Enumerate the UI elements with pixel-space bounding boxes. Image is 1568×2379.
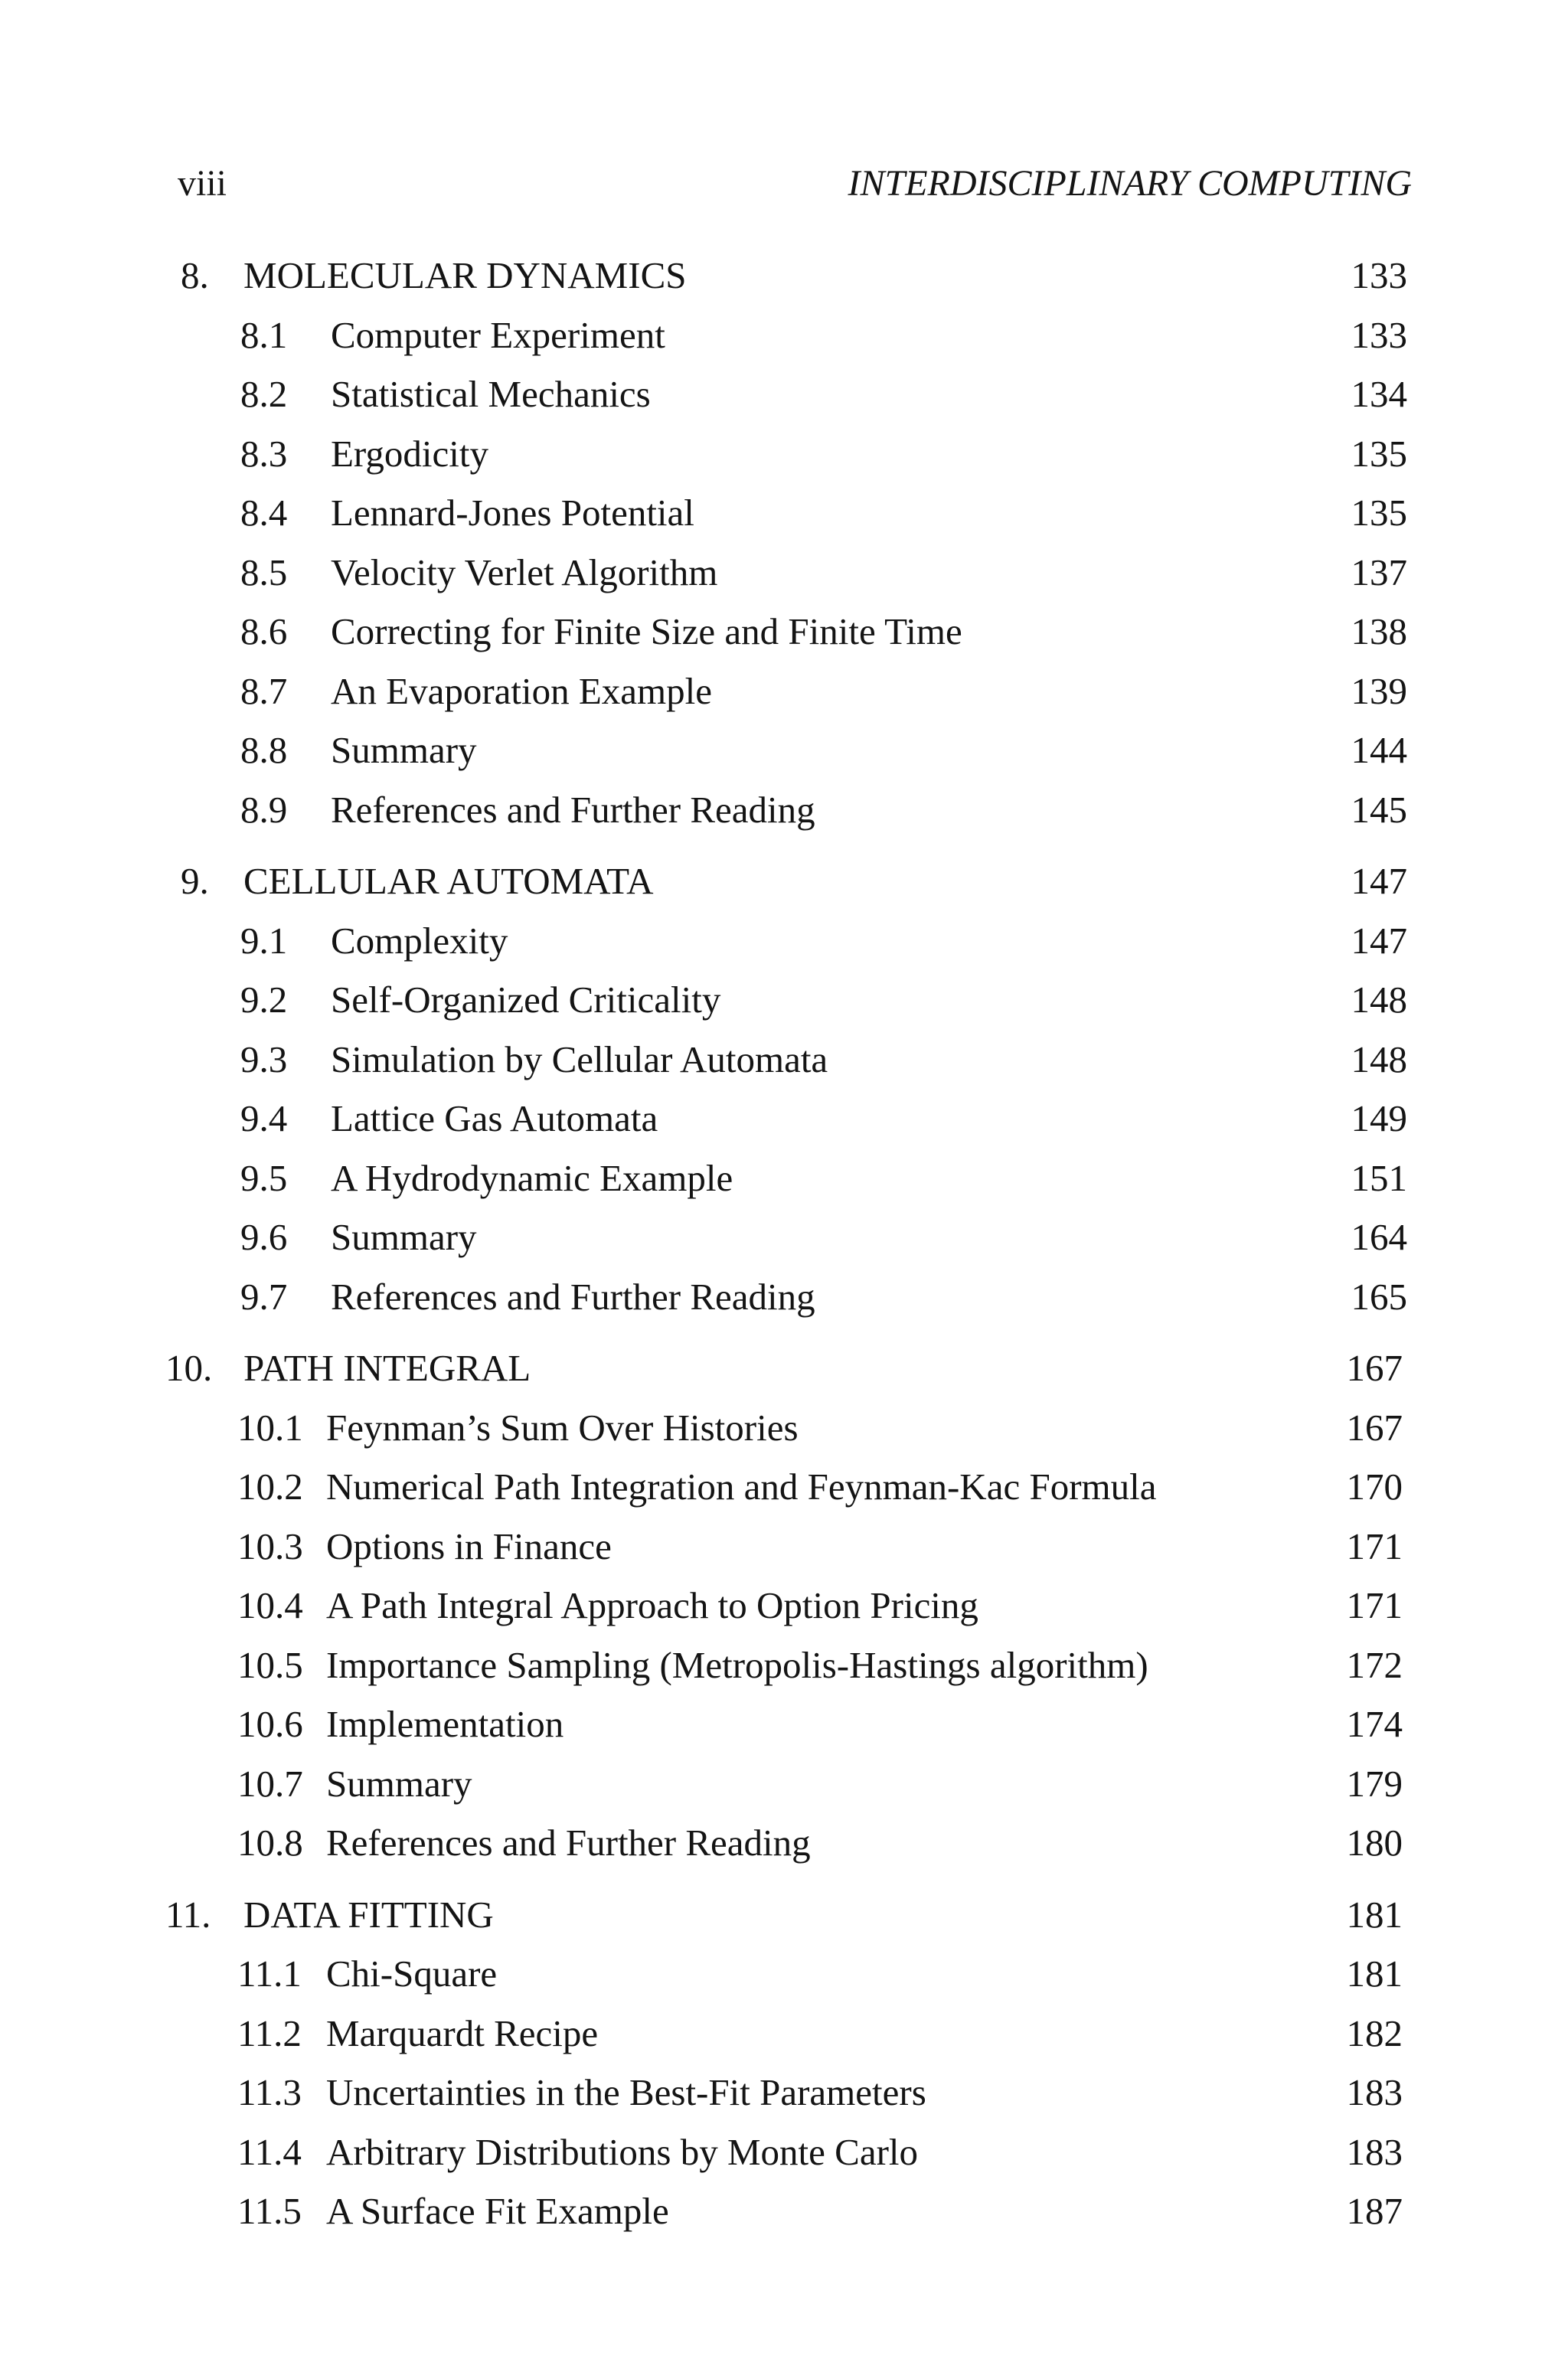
page-number: 138	[1351, 610, 1407, 652]
section-number: 9.2	[240, 979, 288, 1021]
page-number: 181	[1346, 1893, 1403, 1936]
chapter-number: 8.	[181, 254, 209, 296]
page-number: 151	[1351, 1156, 1407, 1199]
section-title: Summary	[326, 1762, 472, 1805]
chapter-10	[0, 1338, 1568, 1873]
page-number: 182	[1346, 2011, 1403, 2054]
section-title: Importance Sampling (Metropolis-Hastings algorithm)	[326, 1643, 1148, 1686]
page-number: 144	[1351, 729, 1407, 771]
chapter-title: MOLECULAR DYNAMICS	[243, 254, 687, 296]
section-title: Summary	[331, 1216, 477, 1258]
page-number: 148	[1351, 979, 1407, 1021]
section-title: Simulation by Cellular Automata	[331, 1038, 828, 1080]
section-title: Options in Finance	[326, 1524, 612, 1567]
page-number: 187	[1346, 2190, 1403, 2232]
section-entry	[0, 424, 1568, 484]
page-number: 147	[1351, 919, 1407, 962]
section-entry	[0, 1944, 1568, 2004]
section-number: 8.3	[240, 432, 288, 475]
section-number: 8.8	[240, 729, 288, 771]
page-header	[178, 162, 1412, 205]
section-title: Marquardt Recipe	[326, 2011, 599, 2054]
section-title: Feynman’s Sum Over Histories	[326, 1406, 799, 1449]
section-number: 10.1	[237, 1406, 303, 1449]
section-title: Uncertainties in the Best-Fit Parameters	[326, 2071, 926, 2113]
section-number: 11.1	[237, 1953, 302, 1995]
running-title: INTERDISCIPLINARY COMPUTING	[848, 163, 1412, 204]
section-number: 8.9	[240, 788, 288, 831]
chapter-heading	[0, 851, 1568, 911]
section-entry	[0, 602, 1568, 662]
chapter-title: CELLULAR AUTOMATA	[243, 860, 654, 902]
page-number: 133	[1351, 254, 1407, 296]
page-number: 181	[1346, 1953, 1403, 1995]
page-number: 145	[1351, 788, 1407, 831]
table-of-contents	[0, 246, 1568, 2241]
chapter-number: 9.	[181, 860, 209, 902]
section-title: Arbitrary Distributions by Monte Carlo	[326, 2130, 919, 2173]
section-number: 10.6	[237, 1703, 303, 1745]
section-title: Implementation	[326, 1703, 564, 1745]
section-entry	[0, 1267, 1568, 1327]
chapter-heading	[0, 1885, 1568, 1945]
page-number: 165	[1351, 1275, 1407, 1318]
section-number: 9.5	[240, 1156, 288, 1199]
section-title: Complexity	[331, 919, 508, 962]
section-number: 9.7	[240, 1275, 288, 1318]
section-entry	[0, 1636, 1568, 1695]
section-entry	[0, 662, 1568, 721]
section-entry	[0, 970, 1568, 1030]
section-number: 9.1	[240, 919, 288, 962]
section-entry	[0, 2004, 1568, 2064]
section-entry	[0, 2122, 1568, 2182]
section-number: 10.8	[237, 1822, 303, 1864]
section-title: Correcting for Finite Size and Finite Time	[331, 610, 962, 652]
section-title: A Hydrodynamic Example	[331, 1156, 733, 1199]
page-number: 167	[1346, 1406, 1403, 1449]
section-title: Ergodicity	[331, 432, 488, 475]
section-entry	[0, 780, 1568, 840]
section-entry	[0, 1517, 1568, 1577]
section-title: References and Further Reading	[331, 788, 815, 831]
section-entry	[0, 483, 1568, 543]
section-title: Summary	[331, 729, 477, 771]
chapter-number: 10.	[165, 1347, 213, 1389]
section-title: Self-Organized Criticality	[331, 979, 721, 1021]
section-number: 9.6	[240, 1216, 288, 1258]
page-number: 170	[1346, 1466, 1403, 1508]
section-entry	[0, 1694, 1568, 1754]
section-number: 8.2	[240, 373, 288, 415]
section-title: An Evaporation Example	[331, 669, 713, 712]
section-number: 8.1	[240, 313, 288, 356]
chapter-number: 11.	[165, 1893, 211, 1936]
section-entry	[0, 306, 1568, 365]
section-number: 11.3	[237, 2071, 302, 2113]
section-title: A Surface Fit Example	[326, 2190, 669, 2232]
section-number: 8.4	[240, 492, 288, 534]
section-entry	[0, 543, 1568, 603]
page-number: 174	[1346, 1703, 1403, 1745]
section-number: 9.4	[240, 1097, 288, 1139]
page-number: 179	[1346, 1762, 1403, 1805]
section-number: 10.5	[237, 1643, 303, 1686]
page-number: 139	[1351, 669, 1407, 712]
page-number: 148	[1351, 1038, 1407, 1080]
page-number: 135	[1351, 432, 1407, 475]
page-number: 171	[1346, 1584, 1403, 1626]
section-title: Statistical Mechanics	[331, 373, 651, 415]
page-number: 149	[1351, 1097, 1407, 1139]
page-number: 172	[1346, 1643, 1403, 1686]
section-entry	[0, 364, 1568, 424]
section-title: References and Further Reading	[326, 1822, 811, 1864]
chapter-9	[0, 851, 1568, 1326]
section-entry	[0, 1457, 1568, 1517]
section-number: 9.3	[240, 1038, 288, 1080]
section-title: References and Further Reading	[331, 1275, 815, 1318]
section-number: 10.3	[237, 1524, 303, 1567]
page-number: 134	[1351, 373, 1407, 415]
section-number: 8.5	[240, 551, 288, 593]
section-entry	[0, 1149, 1568, 1208]
section-title: A Path Integral Approach to Option Pricing	[326, 1584, 978, 1626]
page-number: 135	[1351, 492, 1407, 534]
chapter-heading	[0, 1338, 1568, 1398]
section-entry	[0, 1089, 1568, 1149]
section-title: Velocity Verlet Algorithm	[331, 551, 718, 593]
section-entry	[0, 1813, 1568, 1873]
section-entry	[0, 1754, 1568, 1814]
section-entry	[0, 721, 1568, 780]
section-entry	[0, 1576, 1568, 1636]
section-number: 10.4	[237, 1584, 303, 1626]
section-entry	[0, 1398, 1568, 1458]
page-number: 171	[1346, 1524, 1403, 1567]
chapter-heading	[0, 246, 1568, 306]
section-title: Numerical Path Integration and Feynman-Kac Formula	[326, 1466, 1157, 1508]
chapter-11	[0, 1885, 1568, 2241]
section-title: Computer Experiment	[331, 313, 665, 356]
section-entry	[0, 1030, 1568, 1090]
section-title: Lennard-Jones Potential	[331, 492, 694, 534]
page-number: 164	[1351, 1216, 1407, 1258]
page-number: 183	[1346, 2071, 1403, 2113]
chapter-title: PATH INTEGRAL	[243, 1347, 531, 1389]
section-title: Chi-Square	[326, 1953, 498, 1995]
section-number: 8.6	[240, 610, 288, 652]
page-number: 183	[1346, 2130, 1403, 2173]
chapter-8	[0, 246, 1568, 839]
section-number: 11.4	[237, 2130, 302, 2173]
chapter-title: DATA FITTING	[243, 1893, 494, 1936]
section-entry	[0, 1207, 1568, 1267]
page-number: 133	[1351, 313, 1407, 356]
section-entry	[0, 2181, 1568, 2241]
section-entry	[0, 911, 1568, 971]
section-number: 11.2	[237, 2011, 302, 2054]
page-folio: viii	[178, 163, 227, 204]
page-number: 147	[1351, 860, 1407, 902]
section-entry	[0, 2063, 1568, 2122]
section-number: 8.7	[240, 669, 288, 712]
section-number: 10.7	[237, 1762, 303, 1805]
page-number: 137	[1351, 551, 1407, 593]
section-title: Lattice Gas Automata	[331, 1097, 658, 1139]
section-number: 11.5	[237, 2190, 302, 2232]
page-number: 180	[1346, 1822, 1403, 1864]
page-number: 167	[1346, 1347, 1403, 1389]
section-number: 10.2	[237, 1466, 303, 1508]
